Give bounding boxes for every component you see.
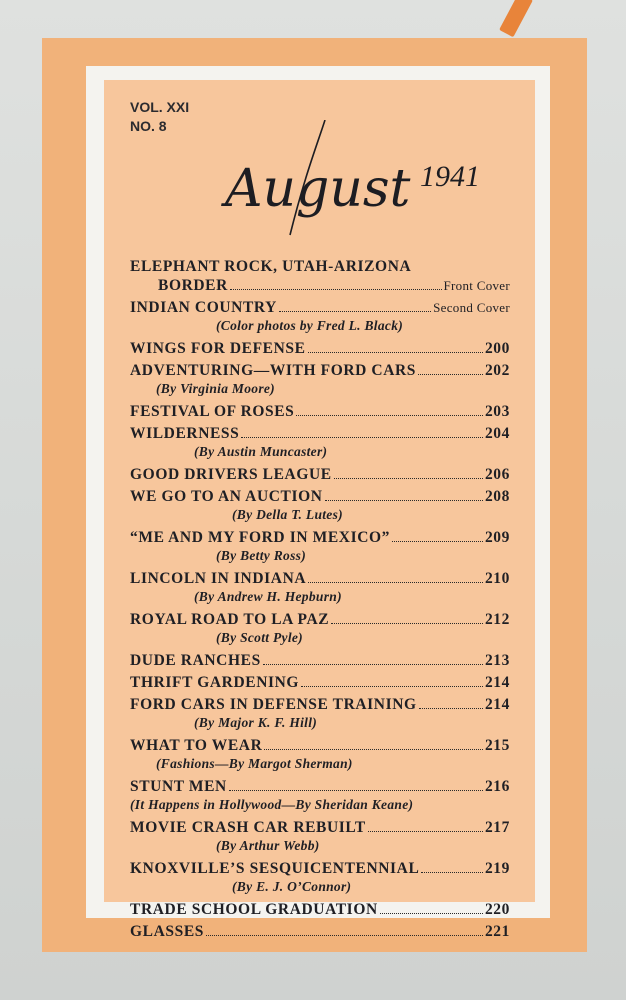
entry-page: 206 (484, 466, 510, 483)
leader-dots (419, 708, 483, 709)
entry-page: 215 (484, 737, 510, 754)
entry-title: KNOXVILLE’S SESQUICENTENNIAL (130, 860, 420, 877)
contents-entry (130, 466, 510, 485)
entry-page: Second Cover (433, 300, 510, 315)
entry-page: 200 (484, 340, 510, 357)
leader-dots (418, 374, 483, 375)
contents-entry (130, 611, 510, 630)
contents-entry (130, 674, 510, 693)
entry-title: GLASSES (130, 923, 204, 940)
entry-title: INDIAN COUNTRY (130, 299, 277, 316)
contents-entry (130, 425, 510, 444)
entry-page: 202 (484, 362, 510, 379)
entry-title: FORD CARS IN DEFENSE TRAINING (130, 696, 417, 713)
entry-title: LINCOLN IN INDIANA (130, 570, 307, 587)
entry-page: 208 (484, 488, 510, 505)
entry-title: ELEPHANT ROCK, UTAH-ARIZONA (130, 258, 412, 275)
contents-entry (130, 860, 510, 879)
leader-dots (206, 935, 483, 936)
contents-credit: (By Scott Pyle) (216, 630, 303, 645)
entry-page: Front Cover (443, 278, 510, 293)
contents-entry (130, 737, 510, 756)
contents-entry (130, 901, 510, 920)
number-label: NO. 8 (130, 118, 167, 134)
contents-credit: (By Della T. Lutes) (232, 507, 343, 522)
leader-dots (380, 913, 483, 914)
entry-title: TRADE SCHOOL GRADUATION (130, 901, 378, 918)
volume-label: VOL. XXI (130, 99, 190, 115)
entry-page: 209 (484, 529, 510, 546)
entry-title: “ME AND MY FORD IN MEXICO” (130, 529, 390, 546)
entry-title: GOOD DRIVERS LEAGUE (130, 466, 332, 483)
entry-page: 212 (484, 611, 510, 628)
issue-info (130, 98, 189, 136)
contents-entry (130, 258, 510, 277)
contents-entry (130, 488, 510, 507)
entry-page: 214 (484, 674, 510, 691)
entry-title: WILDERNESS (130, 425, 240, 442)
entry-title: ADVENTURING—WITH FORD CARS (130, 362, 417, 379)
entry-page: 217 (484, 819, 510, 836)
leader-dots (308, 582, 483, 583)
contents-entry (130, 299, 510, 318)
contents-entry (130, 340, 510, 359)
entry-page: 203 (484, 403, 510, 420)
leader-dots (334, 478, 483, 479)
leader-dots (230, 289, 442, 290)
entry-page: 213 (484, 652, 510, 669)
leader-dots (308, 352, 483, 353)
contents-entry (130, 819, 510, 838)
contents-entry (130, 362, 510, 381)
entry-title: BORDER (158, 277, 228, 294)
entry-title: WE GO TO AN AUCTION (130, 488, 323, 505)
leader-dots (392, 541, 483, 542)
contents-entry (130, 529, 510, 548)
contents-credit: (By Betty Ross) (216, 548, 306, 563)
contents-credit: (Fashions—By Margot Sherman) (156, 756, 353, 771)
entry-page: 221 (484, 923, 510, 940)
entry-title: THRIFT GARDENING (130, 674, 300, 691)
contents-credit: (By Major K. F. Hill) (194, 715, 318, 730)
contents-credit: (By Andrew H. Hepburn) (194, 589, 342, 604)
leader-dots (296, 415, 483, 416)
contents-credit: (By Virginia Moore) (156, 381, 275, 396)
date-heading (205, 120, 515, 250)
entry-page: 220 (484, 901, 510, 918)
contents-credit: (By Arthur Webb) (216, 838, 320, 853)
entry-title: FESTIVAL OF ROSES (130, 403, 295, 420)
contents-entry (130, 778, 510, 797)
entry-page: 204 (484, 425, 510, 442)
contents-credit: (It Happens in Hollywood—By Sheridan Keane) (130, 797, 414, 812)
leader-dots (279, 311, 431, 312)
leader-dots (331, 623, 483, 624)
leader-dots (241, 437, 483, 438)
contents-entry (130, 570, 510, 589)
leader-dots (368, 831, 483, 832)
contents-credit: (By Austin Muncaster) (194, 444, 328, 459)
entry-page: 219 (484, 860, 510, 877)
year-script: 1941 (420, 160, 480, 193)
leader-dots (325, 500, 483, 501)
leader-dots (264, 749, 483, 750)
entry-page: 214 (484, 696, 510, 713)
table-of-contents (130, 258, 510, 942)
leader-dots (421, 872, 483, 873)
entry-title: DUDE RANCHES (130, 652, 261, 669)
leader-dots (263, 664, 483, 665)
leader-dots (229, 790, 483, 791)
contents-entry (130, 652, 510, 671)
entry-page: 210 (484, 570, 510, 587)
contents-entry (130, 696, 510, 715)
contents-entry (130, 923, 510, 942)
leader-dots (301, 686, 483, 687)
contents-credit: (Color photos by Fred L. Black) (216, 318, 404, 333)
entry-title: STUNT MEN (130, 778, 227, 795)
entry-page: 216 (484, 778, 510, 795)
entry-title: WINGS FOR DEFENSE (130, 340, 306, 357)
contents-credit: (By E. J. O’Connor) (232, 879, 352, 894)
entry-title: WHAT TO WEAR (130, 737, 263, 754)
contents-entry (130, 277, 510, 296)
contents-entry (130, 403, 510, 422)
month-script: August (225, 159, 411, 219)
entry-title: ROYAL ROAD TO LA PAZ (130, 611, 330, 628)
entry-title: MOVIE CRASH CAR REBUILT (130, 819, 366, 836)
